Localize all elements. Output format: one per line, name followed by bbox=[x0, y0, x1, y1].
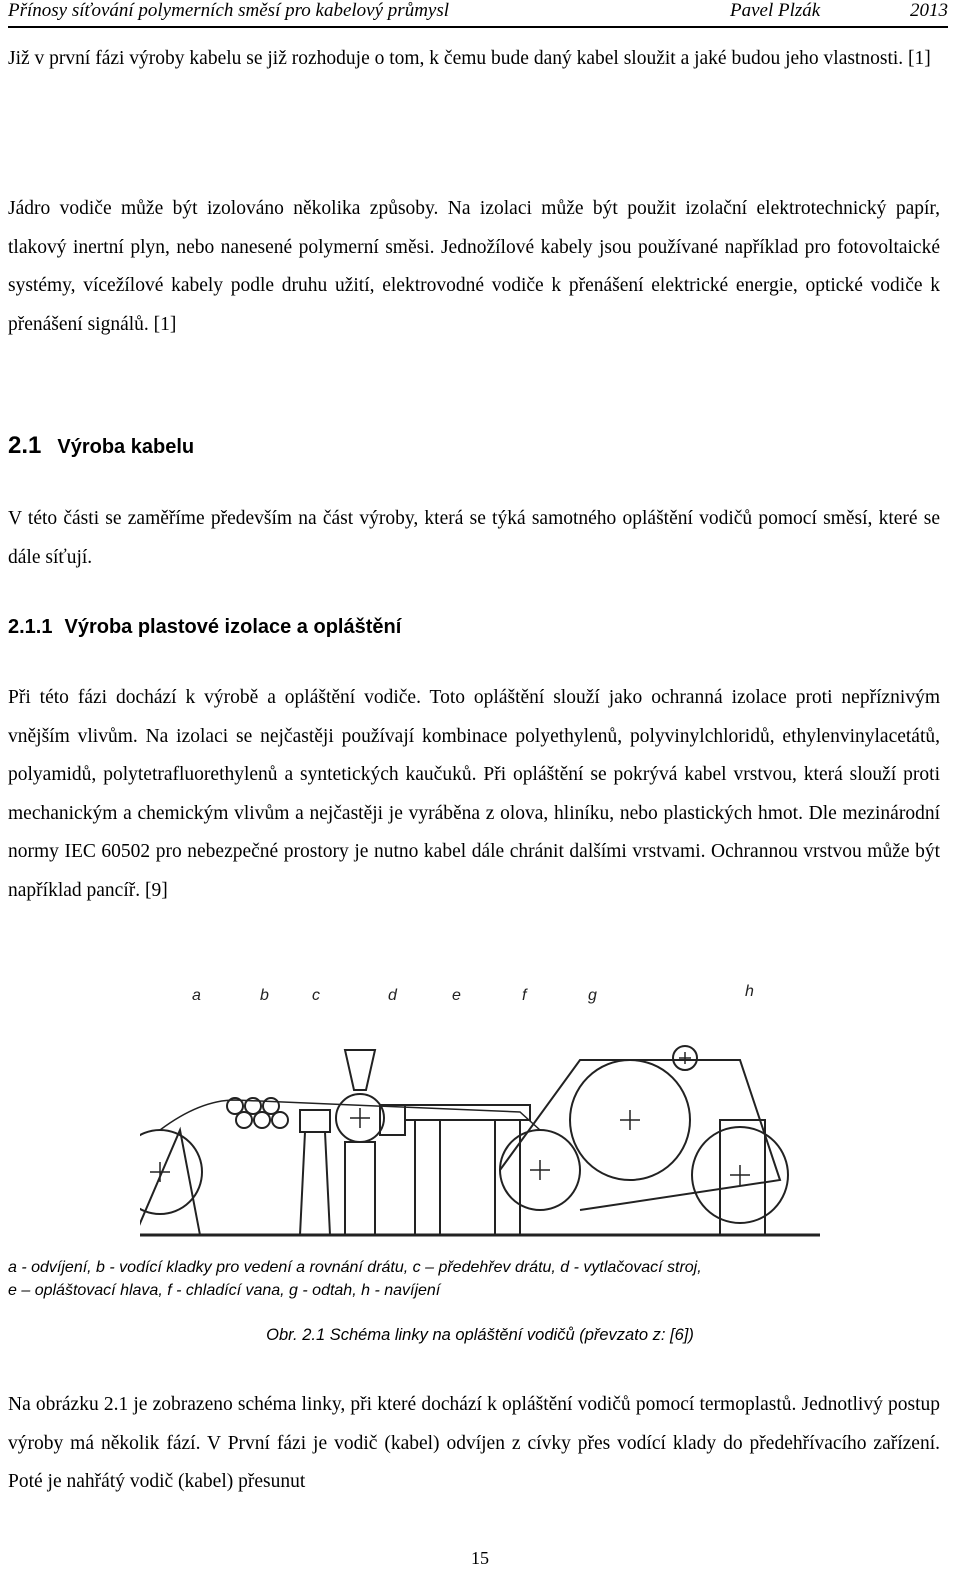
paragraph-figure-description: Na obrázku 2.1 je zobrazeno schéma linky, při které dochází k opláštění vodičů pomocí termoplastů. Jednotlivý postup výroby má několik fází. V První fázi je vodič (kabel) odvíjen z cívky přes vodící klady do předehřívacího zařízení. Poté je nahřátý vodič (kabel) přesunut bbox=[8, 1394, 940, 1492]
page-number: 15 bbox=[471, 1548, 489, 1568]
figure-label-b: b bbox=[260, 987, 269, 1004]
section-number: 2.1 bbox=[8, 432, 42, 459]
paragraph-conductor-insulation: Jádro vodiče může být izolováno několika způsoby. Na izolaci může být použit izolační elektrotechnický papír, tlakový inertní plyn, nebo nanesené polymerní směsi. Jednožílové kabely jsou používané například pro fotovoltaické systémy, vícežílové kabely podle druhu užití, elektrovodné vodiče k přenášení elektrické energie, optické vodiče k přenášení signálů. [1] bbox=[8, 198, 940, 335]
paragraph-section-intro: V této části se zaměříme především na část výroby, která se týká samotného opláštění vodičů pomocí směsí, které se dále síťují. bbox=[8, 508, 940, 568]
section-heading-2-1 bbox=[8, 432, 194, 460]
figure-label-g: g bbox=[588, 987, 597, 1004]
figure-label-e: e bbox=[452, 987, 461, 1004]
figure-label-c: c bbox=[312, 987, 320, 1004]
figure-label-f: f bbox=[522, 987, 527, 1004]
paragraph-intro: Již v první fázi výroby kabelu se již rozhoduje o tom, k čemu bude daný kabel sloužit a jaké budou jeho vlastnosti. [1] bbox=[8, 48, 931, 69]
subsection-title: Výroba plastové izolace a opláštění bbox=[64, 616, 402, 638]
header-author: Pavel Plzák bbox=[730, 0, 821, 21]
header-year: 2013 bbox=[910, 0, 948, 21]
figure-label-h: h bbox=[745, 983, 754, 1000]
figure-legend bbox=[8, 1256, 948, 1302]
paragraph-insulation-production: Při této fázi dochází k výrobě a opláštění vodiče. Toto opláštění slouží jako ochranná izolace proti nepříznivým vnějším vlivům. Na izolaci se nejčastěji používají kombinace polyethylenů, polyvinylchloridů, ethylenvinylacetátů, polyamidů, polytetrafluorethylenů a syntetických kaučuků. Při opláštění se pokrývá kabel vrstvou, která slouží proti mechanickým a chemickým vlivům a nejčastěji je vyráběna z olova, hliníku, nebo plastických hmot. Dle mezinárodní normy IEC 60502 pro nebezpečné prostory je nutno kabel dále chránit dalšími vrstvami. Ochrannou vrstvou může být například pancíř. [9] bbox=[8, 687, 940, 901]
figure-caption: Obr. 2.1 Schéma linky na opláštění vodičů (převzato z: [6]) bbox=[266, 1326, 694, 1344]
production-line-diagram bbox=[140, 980, 820, 1255]
figure-label-a: a bbox=[192, 987, 201, 1004]
header-title: Přínosy síťování polymerních směsí pro kabelový průmysl bbox=[8, 0, 450, 21]
section-title: Výroba kabelu bbox=[57, 436, 195, 458]
page-header bbox=[8, 0, 948, 28]
section-heading-2-1-1 bbox=[8, 616, 401, 639]
subsection-number: 2.1.1 bbox=[8, 616, 53, 638]
figure-label-d: d bbox=[388, 987, 397, 1004]
figure-legend-line-1: a - odvíjení, b - vodící kladky pro vedení a rovnání drátu, c – předehřev drátu, d - vytlačovací stroj, bbox=[8, 1259, 702, 1276]
figure-legend-line-2: e – opláštovací hlava, f - chladící vana, g - odtah, h - navíjení bbox=[8, 1282, 441, 1299]
